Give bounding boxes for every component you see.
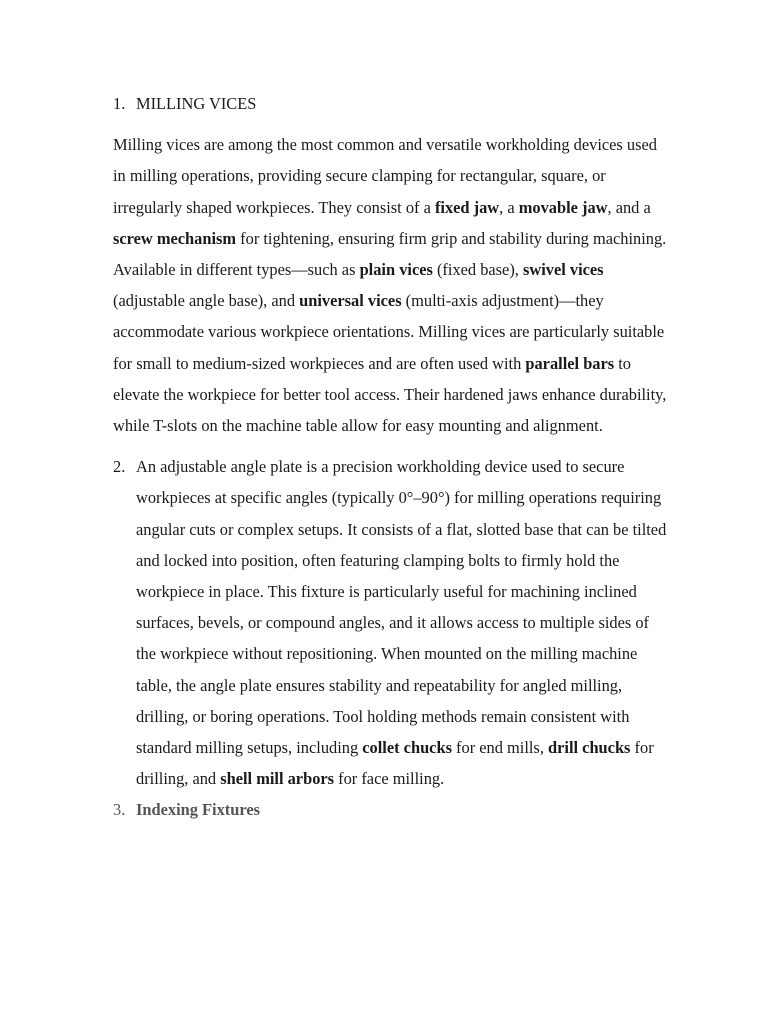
- section-2-number: 2.: [113, 457, 126, 477]
- text-run: Milling vices are among the most common and versatile workholding devices used in milling operations, providing secure clamping for rectangular, square, or irregularly shaped workpieces. They consist of a: [113, 135, 657, 217]
- text-run: (adjustable angle base), and: [113, 291, 300, 311]
- document-body: [113, 88, 673, 826]
- bold-term: swivel vices: [522, 260, 604, 280]
- bold-term: collet chucks: [362, 738, 452, 758]
- text-run: for tightening, ensuring firm grip and stability during machining. Available in different types—such as: [113, 228, 667, 280]
- text-run: for drilling, and: [136, 738, 654, 789]
- bold-term: screw mechanism: [113, 228, 237, 248]
- text-run: , a: [499, 197, 519, 217]
- bold-term: parallel bars: [525, 353, 615, 373]
- section-1-title: MILLING VICES: [136, 94, 257, 113]
- section-1-paragraph: [113, 129, 673, 441]
- bold-term: fixed jaw: [434, 197, 500, 217]
- bold-term: drill chucks: [548, 738, 631, 758]
- section-2-paragraph: [136, 451, 673, 794]
- text-run: for end mills,: [451, 738, 549, 758]
- text-run: for face milling.: [334, 769, 445, 789]
- text-run: (multi-axis adjustment)—they accommodate various workpiece orientations. Milling vices are particularly suitable for small to medium-sized workpieces and are often used with: [113, 291, 665, 373]
- text-run: (fixed base),: [432, 260, 523, 280]
- bold-term: universal vices: [299, 291, 402, 311]
- section-1-number: 1.: [113, 94, 126, 113]
- bold-term: plain vices: [359, 260, 433, 280]
- text-run: An adjustable angle plate is a precision workholding device used to secure workpieces at specific angles (typically 0°–90°) for milling operations requiring angular cuts or complex setups. It consists of a flat, slotted base that can be tilted and locked into position, often featuring clamping bolts to firmly hold the workpiece in place. This fixture is particularly useful for machining inclined surfaces, bevels, or compound angles, and it allows access to multiple sides of the workpiece without repositioning. When mounted on the milling machine table, the angle plate ensures stability and repeatability for angled milling, drilling, or boring operations. Tool holding methods remain consistent with standard milling setups, including: [136, 457, 667, 758]
- section-1-heading: [113, 88, 673, 119]
- section-3-number: 3.: [113, 800, 126, 820]
- section-2-item: [113, 451, 673, 794]
- bold-term: movable jaw: [518, 197, 608, 217]
- bold-term: shell mill arbors: [220, 769, 335, 789]
- section-3-title: Indexing Fixtures: [136, 800, 261, 820]
- text-run: to elevate the workpiece for better tool access. Their hardened jaws enhance durability, while T-slots on the machine table allow for easy mounting and alignment.: [113, 353, 667, 436]
- section-3-item: [113, 794, 673, 825]
- text-run: , and a: [607, 197, 651, 217]
